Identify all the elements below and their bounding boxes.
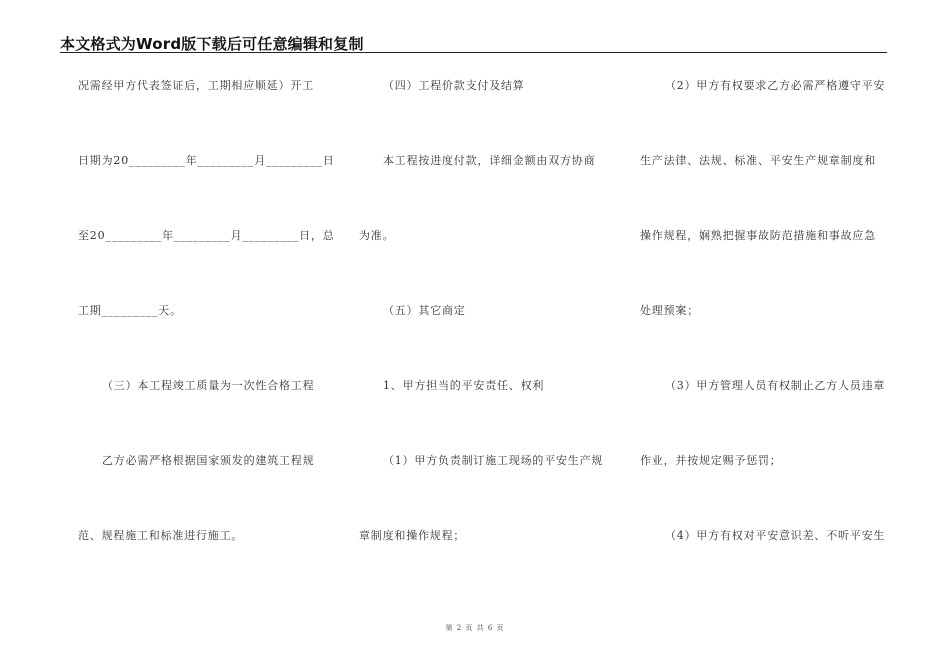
- col2-line-7: 章制度和操作规程；: [359, 529, 466, 542]
- page-header-title: 本文格式为Word版下载后可任意编辑和复制: [60, 35, 364, 53]
- col1-line-4: 工期_________天。: [78, 304, 182, 317]
- col1-line-6: 乙方必需严格根据国家颁发的建筑工程规: [102, 454, 315, 467]
- col3-line-2: 生产法律、法规、标准、平安生产规章制度和: [640, 154, 876, 167]
- col2-line-6: （1）甲方负责制订施工现场的平安生产规: [383, 454, 604, 467]
- col3-line-3: 操作规程，娴熟把握事故防范措施和事故应急: [640, 229, 876, 242]
- col3-line-5: （3）甲方管理人员有权制止乙方人员违章: [665, 379, 886, 392]
- col2-line-3: 为准。: [359, 229, 395, 242]
- col1-line-2: 日期为20_________年_________月_________日: [78, 154, 335, 167]
- col3-line-7: （4）甲方有权对平安意识差、不听平安生: [665, 529, 886, 542]
- col2-line-1: （四）工程价款支付及结算: [383, 79, 525, 92]
- col1-line-1: 况需经甲方代表签证后，工期相应顺延）开工: [78, 79, 314, 92]
- col3-line-6: 作业，并按规定赐予惩罚；: [640, 454, 782, 467]
- col3-line-1: （2）甲方有权要求乙方必需严格遵守平安: [665, 79, 886, 92]
- col3-line-4: 处理预案；: [640, 304, 699, 317]
- col1-line-7: 范、规程施工和标准进行施工。: [78, 529, 244, 542]
- col1-line-5: （三）本工程竣工质量为一次性合格工程: [102, 379, 315, 392]
- header-divider: [60, 52, 887, 53]
- col2-line-4: （五）其它商定: [383, 304, 466, 317]
- col1-line-3: 至20_________年_________月_________日，总: [78, 229, 335, 242]
- page-number: 第 2 页 共 6 页: [445, 624, 505, 632]
- col2-line-2: 本工程按进度付款，详细金额由双方协商: [383, 154, 596, 167]
- col2-line-5: 1、甲方担当的平安责任、权利: [383, 379, 545, 392]
